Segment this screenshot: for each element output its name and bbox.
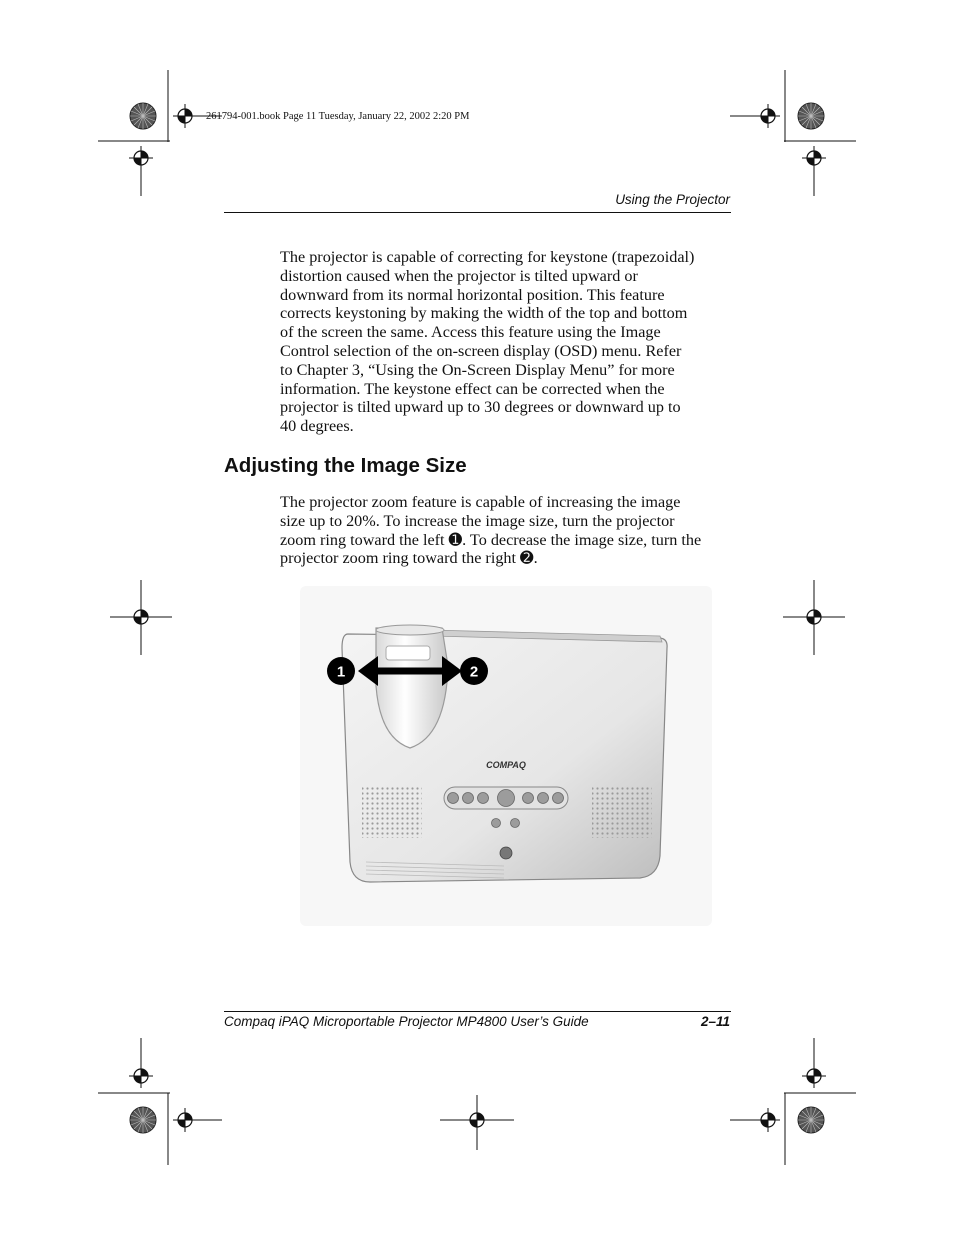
paragraph-line: The projector is capable of correcting for keystone (trapezoidal) (280, 248, 695, 266)
right-speaker-grille (592, 786, 652, 838)
paragraph-line: of the screen the same. Access this feature using the Image (280, 323, 661, 342)
footer-book-title: Compaq iPAQ Microportable Projector MP4800 User’s Guide (224, 1014, 589, 1029)
compaq-logo: COMPAQ (486, 760, 526, 770)
zoom-paragraph (280, 493, 732, 568)
section-heading: Adjusting the Image Size (224, 454, 467, 477)
print-job-info: 261794-001.book Page 11 Tuesday, January 22, 2002 2:20 PM (206, 111, 470, 122)
paragraph-line: The projector zoom feature is capable of increasing the image (280, 493, 681, 511)
header-rule (224, 212, 731, 213)
paragraph-line: 40 degrees. (280, 417, 354, 436)
ir-sensor (500, 847, 512, 859)
paragraph-line: corrects keystoning by making the width of the top and bottom (280, 304, 688, 323)
paragraph-line: information. The keystone effect can be corrected when the (280, 379, 665, 398)
paragraph-line: to Chapter 3, “Using the On-Screen Display Menu” for more (280, 360, 675, 379)
paragraph-line: projector zoom ring toward the right ➋. (280, 549, 538, 568)
paragraph-line: projector is tilted upward up to 30 degrees or downward up to (280, 398, 681, 417)
paragraph-line: zoom ring toward the left ➊. To decrease the image size, turn the (280, 530, 702, 549)
footer-rule (224, 1011, 731, 1012)
paragraph-line: distortion caused when the projector is tilted upward or (280, 266, 638, 285)
paragraph-line: downward from its normal horizontal position. This feature (280, 285, 665, 304)
paragraph-line: Control selection of the on-screen display (OSD) menu. Refer (280, 341, 682, 360)
projector-figure (300, 586, 712, 926)
paragraph-line: size up to 20%. To increase the image size, turn the projector (280, 511, 675, 530)
running-header: Using the Projector (615, 192, 730, 207)
keystone-paragraph (280, 248, 732, 436)
page-number: 2–11 (700, 1014, 730, 1029)
callout-2-label: 2 (469, 663, 479, 681)
callout-1-label: 1 (336, 663, 346, 681)
left-speaker-grille (362, 786, 422, 838)
